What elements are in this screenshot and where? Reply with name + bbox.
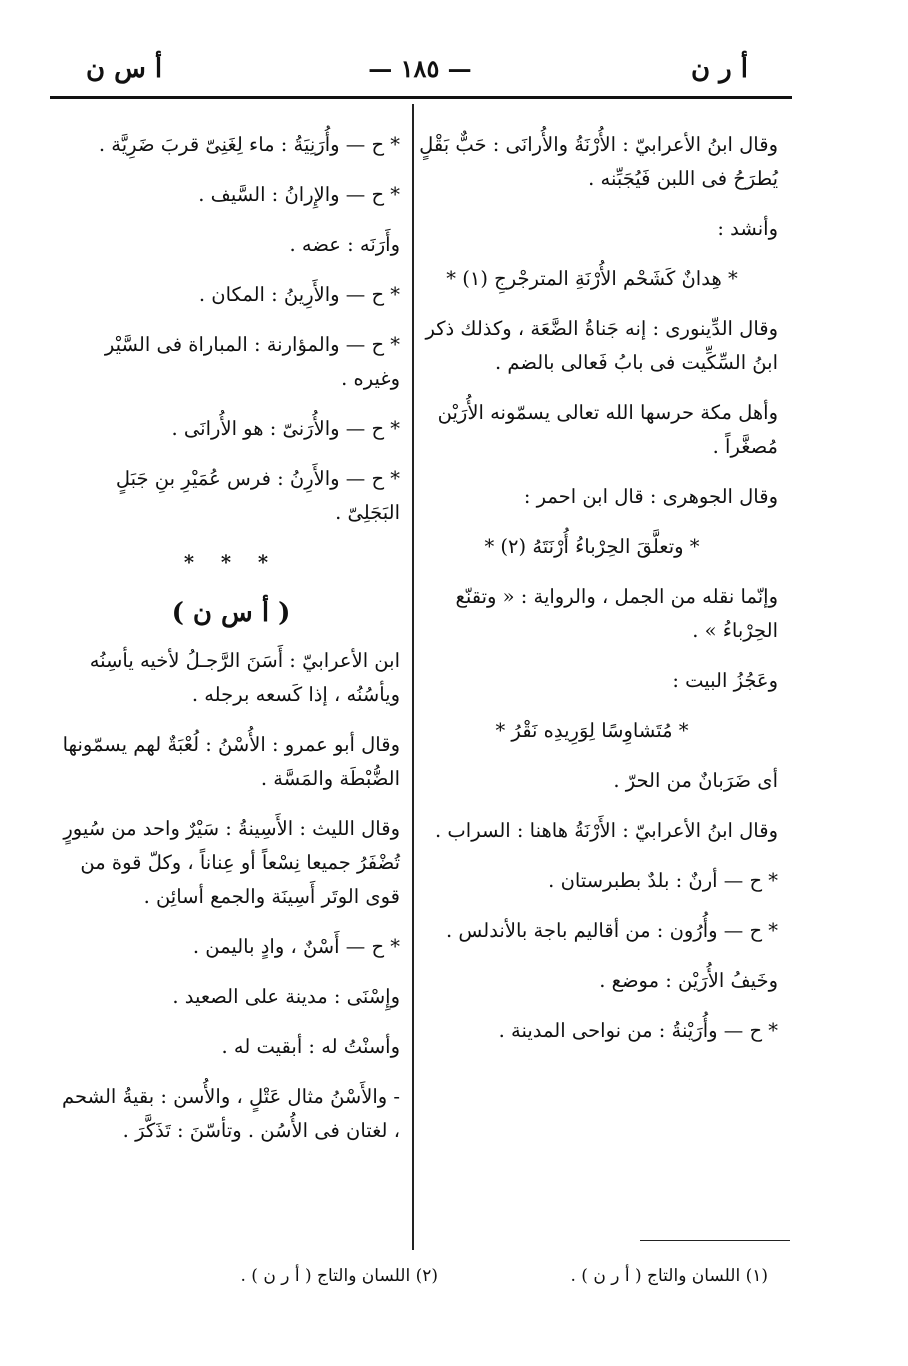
footnote-rule [640,1240,790,1241]
left-column [62,128,400,1164]
verse-line: * مُتَشاوِسًا لِوَرِيدِه نَقْرُ * [495,719,689,742]
paragraph: وقال أبو عمرو : الأُسْنُ : لُعْبَةٌ لهم يسمّونها الضُّبْطَة والمَسَّة . [62,733,400,790]
paragraph: وقال الدِّينورى : إنه جَناةُ الضَّعَة ، وكذلك ذكر ابنُ السِّكِّيت فى بابُ فَعالى بالضم . [425,317,778,374]
separator-dots: * * * [183,551,279,574]
header-rule [50,96,792,99]
paragraph: * ح — والأَرِينُ : المكان . [198,283,400,306]
paragraph: وقال ابنُ الأعرابيّ : الأُرْنَةُ والأُرانَى : حَبٌّ بَقْلٍ يُطرَحُ فى اللبن فَيُجَبِّنه . [419,133,778,190]
right-column [406,128,778,1064]
paragraph: * ح — وأُرُون : من أقاليم باجة بالأندلس . [446,919,778,942]
paragraph: وأهل مكة حرسها الله تعالى يسمّونه الأُرَيْن مُصغَّراً . [437,401,778,458]
footnote-2: (٢) اللسان والتاج ( أ ر ن ) . [240,1266,438,1286]
paragraph: * ح — والمؤارنة : المباراة فى السَّيْر وغيره . [104,333,400,390]
verse-line: * وتعلَّقَ الحِرْباءُ أُرْنَتَهُ (٢) * [484,535,700,558]
paragraph: ابن الأعرابيّ : أَسَنَ الرَّجـلُ لأخيه يأسِنُه ويأسُنُه ، إذا كَسعه برجله . [89,649,400,706]
paragraph: * ح — أَسْنٌ ، وادٍ باليمن . [192,935,400,958]
paragraph: * ح — والأَرِنُ : فرس عُمَيْرِ بنِ جَبَلٍ البَجَلِىّ . [115,467,400,524]
paragraph: أى ضَرَبانٌ من الحرّ . [613,769,778,792]
paragraph: وأنشد : [717,217,778,240]
paragraph: * ح — والإِرانُ : السَّيف . [198,183,400,206]
header-root-right: أ ر ن [691,54,748,84]
page-number: — ١٨٥ — [368,54,472,83]
paragraph: وعَجُزُ البيت : [672,669,778,692]
page-header [50,54,790,90]
paragraph: وخَيفُ الأُرَيْن : موضع . [599,969,778,992]
paragraph: وقال الجوهرى : قال ابن احمر : [523,485,778,508]
paragraph: وإنّما نقله من الجمل ، والرواية : « وتقنّع الحِرْباءُ » . [455,585,778,642]
paragraph: وقال ابنُ الأعرابيّ : الأَرْنَةُ هاهنا : السراب . [435,819,778,842]
paragraph: وأسنْتُ له : أبقيت له . [221,1035,400,1058]
footnote-1: (١) اللسان والتاج ( أ ر ن ) . [570,1266,768,1286]
paragraph: وأَرَنَه : عضه . [289,233,400,256]
paragraph: * ح — أرنٌ : بلدٌ بطبرستان . [548,869,778,892]
section-title: ( أ س ن ) [171,598,291,628]
paragraph: وقال الليث : الأَسِينةُ : سَيْرٌ واحد من سُيورٍ تُضْفَرُ جميعا نِسْعاً أو عِناناً ، وكلّ قوة من قوى الوتَر أَسِينَة والجمع أسائِن . [63,817,400,908]
paragraph: * ح — وأُرَيْنةُ : من نواحى المدينة . [498,1019,778,1042]
paragraph: * ح — وأُرَنِيَةُ : ماء لِغَنِىّ قربَ ضَرِيَّة . [98,133,400,156]
paragraph: - والأَسْنُ مثال عَتْلٍ ، والأُسن : بقيةُ الشحم ، لغتان فى الأُسُن . وتأسّنَ : تَذَكَّرَ . [62,1085,400,1142]
header-root-left: أ س ن [86,54,163,84]
paragraph: وإِسْنَى : مدينة على الصعيد . [172,985,400,1008]
verse-line: * هِدانٌ كَشَحْم الأُرْنَةِ المترجْرجِ (١) * [446,267,738,290]
paragraph: * ح — والأُرَنىّ : هو الأُرانَى . [171,417,400,440]
